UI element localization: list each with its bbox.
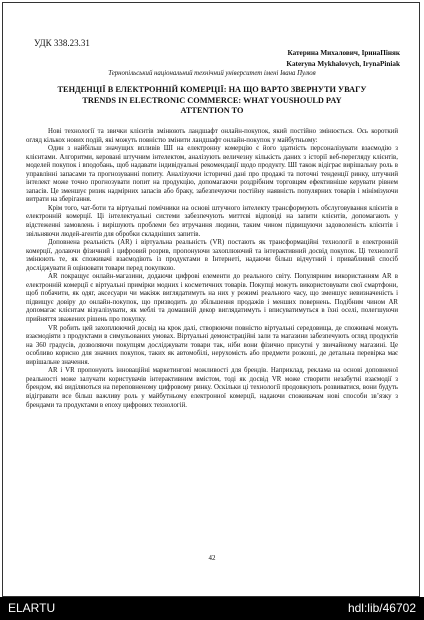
paragraph-6: VR робить цей захоплюючий досвід на крок далі, створюючи повністю віртуальні середовища, де споживачі можуть взаємодіяти з продуктами в симульованих умовах. Віртуальні демонстраційні зали та магазини забезпечують огляд продуктів на 360 градусів, дозволяючи покупцям досліджувати товари так, ніби вони фізично присутні у звичайному магазині. Це особливо корисно для значних покупок, таких як автомобілі, нерухомість або предмети розкоші, де детальна перевірка має вирішальне значення. (26, 324, 398, 366)
title-line-1: ТЕНДЕНЦІЇ В ЕЛЕКТРОННІЙ КОМЕРЦІЇ: НА ЩО ВАРТО ЗВЕРНУТИ УВАГУ (57, 85, 367, 94)
paragraph-2: Один з найбільш значущих впливів ШІ на електронну комерцію є його здатність персоналізувати взаємодію з клієнтами. Алгоритми, керовані штучним інтелектом, аналізують величезну кількість даних з історії веб-перегляду клієнтів, моделей покупок і вподобань, щоб надавати індивідуальні рекомендації щодо продукту. ШІ також відіграє вирішальну роль в управлінні запасами та прогнозуванні попиту. Аналізуючи історичні дані про продажі та поточні тенденції ринку, штучний інтелект може точно прогнозувати попит на продукцію, допомагаючи роздрібним торговцям ефективніше керувати рівнем запасів. Це зменшує ризик надмірних запасів або браку, забезпечуючи постійну наявність популярних товарів і мінімізуючи витрати на зберігання. (26, 145, 398, 204)
paragraph-3: Крім того, чат-боти та віртуальні помічники на основі штучного інтелекту трансформують обслуговування клієнтів в електронній комерції. Ці інтелектуальні системи забезпечують миттєві відповіді на запити клієнтів, допомагають у відстеженні замовлень і вирішують проблеми без втручання людини, таким чином підвищуючи задоволеність клієнтів і звільняючи людей-агентів для обробки складніших запитів. (26, 204, 398, 238)
authors-ukrainian: Катерина Михалович, ІринаПіняк (287, 49, 400, 57)
article-body (26, 128, 398, 410)
footer-repository-name: ELARTU (8, 601, 56, 615)
paragraph-1: Нові технології та звички клієнтів змінюють ландшафт онлайн-покупок, який постійно змінюється. Ось короткий огляд кількох нових подій, які можуть повністю змінити ландшафт онлайн-покупок у майбутньому: (26, 128, 398, 144)
udc-code: УДК 338.23.31 (34, 38, 90, 48)
affiliation: Тернопільський національний технічний університет імені Івана Пулюя (108, 70, 316, 77)
paragraph-7: AR і VR пропонують інноваційні маркетингові можливості для брендів. Наприклад, реклама на основі доповненої реальності може залучати користувачів інтерактивним вмістом, тоді як досвід VR може створити незабутні взаємодії з брендом, які виділяються на переповненому цифровому ринку. Оскільки ці технології продовжують розвиватися, вони будуть відігравати все більш важливу роль у майбутньому електронної комерції, надаючи споживачам нові способи зв’язку з брендами та продуктами в епоху цифрових технологій. (26, 367, 398, 409)
paragraph-5: AR покращує онлайн-магазини, додаючи цифрові елементи до реального світу. Популярним використанням AR в електронній комерції є віртуальні примірки модних і косметичних товарів. Покупці можуть використовувати свої смартфони, щоб побачити, як одяг, аксесуари чи макіяж виглядатимуть на них у режимі реального часу, що зменшує невизначеність і підвищує довіру до онлайн-покупок, що призводить до збільшення продажів і менших повернень. Подібним чином AR допомагає клієнтам візуалізувати, як меблі та домашній декор виглядатимуть і вписуватимуться в їхні оселі, полегшуючи прийняття зважених рішень про покупку. (26, 273, 398, 324)
title-line-2: TRENDS IN ELECTRONIC COMMERCE: WHAT YOUSHOULD PAY (82, 95, 342, 105)
page-number: 42 (208, 554, 216, 562)
paragraph-4: Доповнена реальність (AR) і віртуальна реальність (VR) постають як трансформаційні технології в електронній комерції, долаючи фізичний і цифровий розрив, пропонуючи захоплюючий та інтерактивний досвід покупок. Ці технології змінюють те, як споживачі взаємодіють із продуктами в Інтернеті, надаючи більш відчутний і привабливий спосіб досліджувати й оцінювати товари перед покупкою. (26, 239, 398, 272)
title-line-3: ATTENTION TO (180, 106, 244, 116)
repository-footer (0, 597, 424, 620)
authors-english: Kateryna Mykhalovych, IrynaPiniak (286, 60, 400, 68)
paper-title (44, 85, 380, 117)
authors-block (286, 48, 400, 70)
footer-handle-id: hdl:lib/46702 (347, 601, 416, 615)
